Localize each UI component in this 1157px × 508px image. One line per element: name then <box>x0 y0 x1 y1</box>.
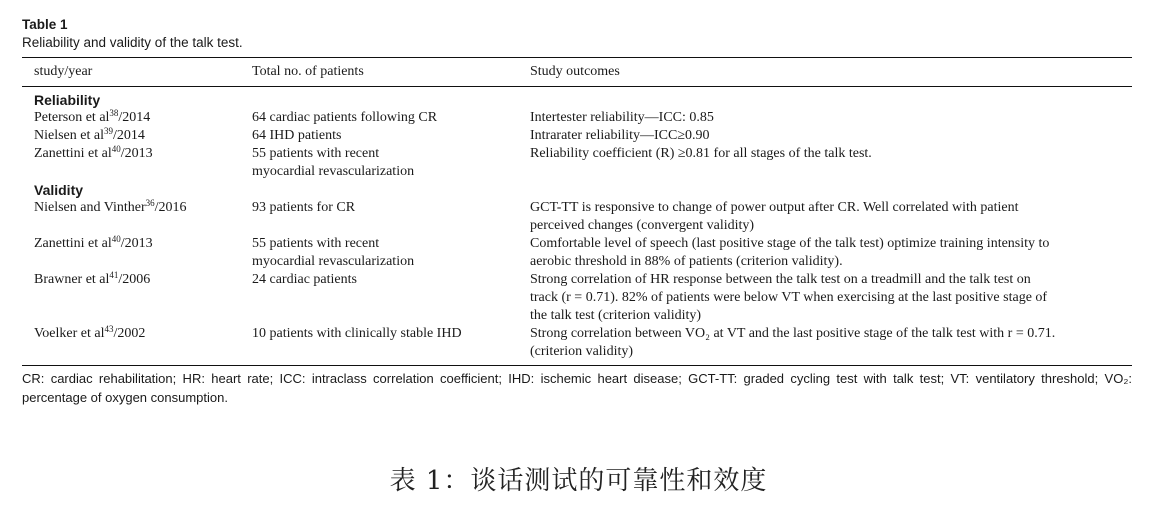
study-year: /2006 <box>118 272 151 287</box>
reference-number: 38 <box>109 108 119 118</box>
study-year: /2016 <box>154 200 187 215</box>
patients-cell <box>252 235 530 271</box>
outcome-line: Comfortable level of speech (last positive stage of the talk test) optimize training intensity to <box>530 236 1050 251</box>
col-header-patients: Total no. of patients <box>252 64 364 79</box>
outcome-line: Intertester reliability—ICC: 0.85 <box>530 110 714 125</box>
study-cell <box>22 325 252 361</box>
outcome-cell <box>530 109 1132 127</box>
patients-cell <box>252 145 530 181</box>
study-author: Zanettini et al <box>34 146 112 161</box>
outcome-cell <box>530 235 1132 271</box>
col-header-study: study/year <box>34 64 93 79</box>
patients-line: 24 cardiac patients <box>252 272 357 287</box>
patients-line: 93 patients for CR <box>252 200 356 215</box>
outcome-cell <box>530 271 1132 325</box>
table-caption: Reliability and validity of the talk test. <box>22 35 243 50</box>
reference-number: 41 <box>109 270 119 280</box>
patients-cell <box>252 271 530 325</box>
table-header <box>22 58 1132 86</box>
outcome-cell <box>530 199 1132 235</box>
study-cell <box>22 199 252 235</box>
patients-line: 64 cardiac patients following CR <box>252 110 438 125</box>
study-cell <box>22 109 252 127</box>
outcome-line: Reliability coefficient (R) ≥0.81 for all stages of the talk test. <box>530 146 872 161</box>
chinese-caption: 表 1：谈话测试的可靠性和效度 <box>389 466 768 496</box>
outcome-cell <box>530 145 1132 181</box>
study-author: Brawner et al <box>34 272 110 287</box>
patients-line: 10 patients with clinically stable IHD <box>252 326 462 341</box>
table-body <box>22 87 1132 365</box>
study-author: Voelker et al <box>34 326 105 341</box>
outcome-cell <box>530 127 1132 145</box>
table-row <box>22 325 1132 361</box>
outcome-line: track (r = 0.71). 82% of patients were below VT when exercising at the last positive stage of <box>530 290 1048 305</box>
study-author: Nielsen and Vinther <box>34 200 146 215</box>
section-heading: Validity <box>34 182 84 198</box>
reference-number: 40 <box>111 234 121 244</box>
patients-cell <box>252 199 530 235</box>
table-label: Table 1 <box>22 17 68 32</box>
study-year: /2014 <box>118 110 151 125</box>
outcome-cell <box>530 325 1132 361</box>
reference-number: 43 <box>104 324 114 334</box>
study-author: Peterson et al <box>34 110 110 125</box>
outcome-line: Strong correlation between VO₂ at VT and the last positive stage of the talk test with r = 0.71. <box>530 326 1056 341</box>
patients-cell <box>252 325 530 361</box>
study-cell <box>22 145 252 181</box>
outcome-line: aerobic threshold in 88% of patients (criterion validity). <box>530 254 843 269</box>
outcome-line: the talk test (criterion validity) <box>530 308 702 323</box>
study-year: /2013 <box>120 236 153 251</box>
table-row <box>22 145 1132 181</box>
outcome-line: perceived changes (convergent validity) <box>530 218 755 233</box>
study-year: /2013 <box>120 146 153 161</box>
study-author: Zanettini et al <box>34 236 112 251</box>
study-year: /2014 <box>112 128 145 143</box>
outcome-line: Strong correlation of HR response between the talk test on a treadmill and the talk test on <box>530 272 1031 287</box>
table-figure <box>22 16 1132 407</box>
table-row <box>22 109 1132 127</box>
study-cell <box>22 127 252 145</box>
table-row <box>22 127 1132 145</box>
table-footnote: CR: cardiac rehabilitation; HR: heart rate; ICC: intraclass correlation coefficient; IHD: ischemic heart disease; GCT-TT: graded cycling test with talk test; VT: ventilatory threshold; VO₂: percentage of oxygen consumption. <box>22 371 1132 405</box>
study-year: /2002 <box>113 326 146 341</box>
outcome-line: GCT-TT is responsive to change of power output after CR. Well correlated with patient <box>530 200 1019 215</box>
outcome-line: (criterion validity) <box>530 344 634 359</box>
patients-cell <box>252 109 530 127</box>
reference-number: 39 <box>103 126 113 136</box>
study-cell <box>22 235 252 271</box>
study-author: Nielsen et al <box>34 128 104 143</box>
outcome-line: Intrarater reliability—ICC≥0.90 <box>530 128 710 143</box>
table-row <box>22 271 1132 325</box>
patients-line: 64 IHD patients <box>252 128 342 143</box>
reference-number: 40 <box>111 144 121 154</box>
patients-line: 55 patients with recent <box>252 146 380 161</box>
col-header-outcomes: Study outcomes <box>530 64 620 79</box>
patients-line: myocardial revascularization <box>252 164 415 179</box>
reference-number: 36 <box>145 198 155 208</box>
study-cell <box>22 271 252 325</box>
section-heading: Reliability <box>34 92 101 108</box>
table-row <box>22 199 1132 235</box>
patients-cell <box>252 127 530 145</box>
table-row <box>22 235 1132 271</box>
patients-line: myocardial revascularization <box>252 254 415 269</box>
patients-line: 55 patients with recent <box>252 236 380 251</box>
